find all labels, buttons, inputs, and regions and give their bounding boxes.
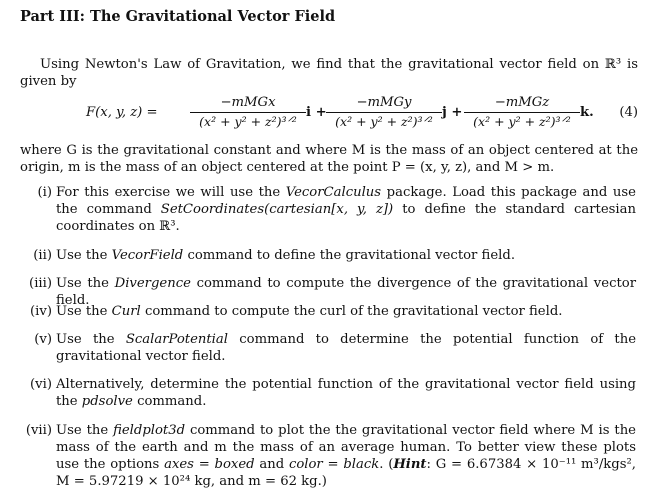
exercise-text [56,303,636,320]
exercise-text-part: Alternatively, determine the potential function of the gravitational vector field using the [56,377,636,409]
exercise-text-part: to define the standard cartesian coordinates on ℝ³. [56,202,636,234]
exercise-label: (vi) [30,377,52,392]
unit-i: i + [306,105,327,120]
exercise-text-part: color = black [288,457,380,472]
exercise-text-part: command to determine the potential function of the gravitational vector field. [56,332,637,364]
exercise-text-part: command to compute the divergence of the gravitational vector field. [56,276,636,308]
exercise-text-part: pdsolve [81,394,133,409]
exercise-text-part: fieldplot3d [113,423,186,438]
exercise-text-part: Use the [56,276,115,291]
fraction-x-denominator: (x² + y² + z²)³ᐟ² [199,114,297,129]
exercise-text-part: Divergence [114,276,191,291]
exercise-text-part: Use the [56,304,112,319]
fraction-bar [190,112,306,113]
exercise-text-part: SetCoordinates(cartesian[x, y, z]) [160,202,394,217]
exercise-label: (v) [34,332,52,347]
fraction-x [190,94,306,130]
exercise-text-part: Hint [393,457,427,472]
exercise-text-part: VecorCalculus [285,185,382,200]
exercise-text-part: VecorField [111,248,184,263]
fraction-z-denominator: (x² + y² + z²)³ᐟ² [473,114,571,129]
exercise-text [56,422,636,490]
fraction-bar [464,112,580,113]
exercise-label: (vii) [25,423,52,438]
exercise-text-part: command to define the gravitational vector field. [183,248,516,263]
exercise-text-part: Use the [56,332,126,347]
exercise-label: (i) [37,185,52,200]
exercise-text [56,376,636,410]
exercise-label: (ii) [33,248,52,263]
intro-paragraph [20,56,638,90]
unit-k: k. [580,105,594,120]
exercise-text-part: Use the [56,248,112,263]
unit-j: j + [442,105,463,120]
page [20,8,638,489]
exercise-text-part: : G = 6.67384 × 10⁻¹¹ m³/kgs², M = 5.97219 × 10²⁴ kg, and m = 62 kg.) [56,457,636,489]
exercise-text-part: command to plot the the gravitational vector field where M is the mass of the earth and m the mass of an average human. To better view these plots use the options [56,423,636,472]
exercise-text-part: Use the [56,423,114,438]
fraction-z [464,94,580,130]
equation-4 [86,94,638,136]
exercise-label: (iii) [29,276,52,291]
fraction-bar [326,112,442,113]
fraction-y-numerator: −mMGy [356,95,412,110]
fraction-y-denominator: (x² + y² + z²)³ᐟ² [335,114,433,129]
fraction-y [326,94,442,130]
exercise-text-part: and [254,457,289,472]
exercise-text-part: . ( [379,457,394,472]
exercise-text [56,331,636,365]
definitions-paragraph: where G is the gravitational constant and where M is the mass of an object centered at the origin, m is the mass of an object centered at the point P = (x, y, z), and M > m. [20,143,638,175]
intro-text: Using Newton's Law of Gravitation, we find that the gravitational vector field on ℝ³ is given by [20,57,638,89]
exercise-text [56,184,636,235]
section-title: Part III: The Gravitational Vector Field [20,8,336,25]
equation-lhs: F(x, y, z) = [86,105,158,120]
exercise-text-part: command to compute the curl of the gravitational vector field. [140,304,563,319]
exercise-text-part: package. Load this package and use the command [56,185,636,217]
exercise-text-part: ScalarPotential [125,332,228,347]
exercise-text-part: command. [132,394,207,409]
exercise-label: (iv) [30,304,52,319]
exercise-text-part: For this exercise we will use the [56,185,286,200]
exercise-text [56,247,636,264]
exercise-text-part: axes = boxed [164,457,255,472]
fraction-z-numerator: −mMGz [494,95,550,110]
exercise-text-part: Curl [111,304,141,319]
equation-number: (4) [619,105,638,120]
fraction-x-numerator: −mMGx [220,95,276,110]
